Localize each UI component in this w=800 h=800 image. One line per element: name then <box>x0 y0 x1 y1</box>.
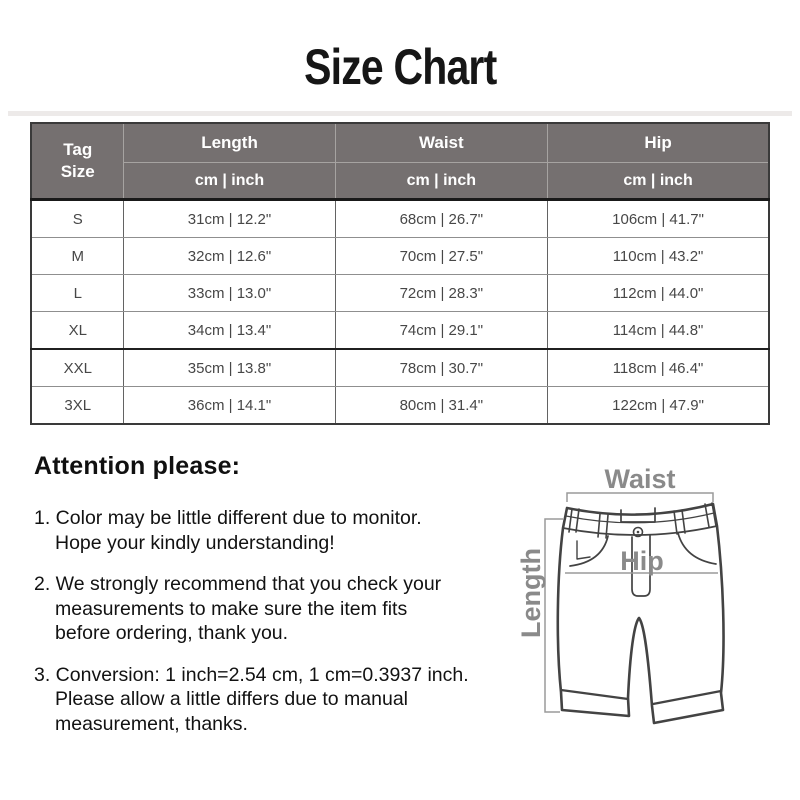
note-line: Hope your kindly understanding! <box>55 531 335 554</box>
units-waist: cm | inch <box>335 163 548 200</box>
header-row <box>31 123 769 163</box>
cell-waist: 68cm | 26.7" <box>335 200 548 238</box>
cell-tag: S <box>31 200 124 238</box>
table-row-l <box>31 275 769 312</box>
attention-heading: Attention please: <box>34 452 241 480</box>
cell-length: 35cm | 13.8" <box>124 349 335 387</box>
attention-notes <box>34 506 494 753</box>
table-row-xl <box>31 312 769 350</box>
divider <box>8 111 792 116</box>
cell-length: 33cm | 13.0" <box>124 275 335 312</box>
table-row-s <box>31 200 769 238</box>
cell-hip: 106cm | 41.7" <box>548 200 769 238</box>
page-title-wrap <box>0 39 800 95</box>
attention-note-1 <box>34 506 494 555</box>
waist-dimension-line <box>567 493 713 502</box>
cell-hip: 122cm | 47.9" <box>548 387 769 425</box>
tag-header-line2: Size <box>60 162 95 181</box>
note-line: measurement, thanks. <box>55 712 248 735</box>
cell-tag: XXL <box>31 349 124 387</box>
cell-hip: 114cm | 44.8" <box>548 312 769 350</box>
note-line: measurements to make sure the item fits <box>55 597 408 620</box>
length-label: Length <box>516 548 546 638</box>
units-hip: cm | inch <box>548 163 769 200</box>
column-header-waist: Waist <box>335 123 548 163</box>
cell-waist: 72cm | 28.3" <box>335 275 548 312</box>
hip-label: Hip <box>620 546 664 576</box>
cell-tag: XL <box>31 312 124 350</box>
cell-length: 32cm | 12.6" <box>124 238 335 275</box>
button-dot <box>637 531 640 534</box>
cell-hip: 110cm | 43.2" <box>548 238 769 275</box>
cell-length: 31cm | 12.2" <box>124 200 335 238</box>
note-line: before ordering, thank you. <box>55 622 289 644</box>
page-title: Size Chart <box>303 39 497 95</box>
waist-label: Waist <box>604 464 676 494</box>
cell-length: 34cm | 13.4" <box>124 312 335 350</box>
cell-hip: 112cm | 44.0" <box>548 275 769 312</box>
attention-note-2 <box>34 572 494 646</box>
column-header-length: Length <box>124 123 335 163</box>
cell-tag: M <box>31 238 124 275</box>
note-line: 2. We strongly recommend that you check your <box>34 573 442 595</box>
table-row-xxl <box>31 349 769 387</box>
cell-waist: 70cm | 27.5" <box>335 238 548 275</box>
shorts-outline <box>558 504 724 723</box>
shorts-diagram <box>480 440 800 790</box>
cell-waist: 80cm | 31.4" <box>335 387 548 425</box>
table-row-m <box>31 238 769 275</box>
note-line: 1. Color may be little different due to monitor. <box>34 507 422 529</box>
table-row-3xl <box>31 387 769 425</box>
size-table <box>30 122 770 425</box>
units-row <box>31 163 769 200</box>
units-length: cm | inch <box>124 163 335 200</box>
note-line: Please allow a little differs due to manual <box>55 688 409 710</box>
tag-header-line1: Tag <box>63 140 93 159</box>
cell-waist: 78cm | 30.7" <box>335 349 548 387</box>
cell-length: 36cm | 14.1" <box>124 387 335 425</box>
column-header-hip: Hip <box>548 123 769 163</box>
column-header-tag-size <box>31 123 124 200</box>
cell-tag: 3XL <box>31 387 124 425</box>
attention-note-3 <box>34 663 494 737</box>
cell-tag: L <box>31 275 124 312</box>
cell-hip: 118cm | 46.4" <box>548 349 769 387</box>
note-line: 3. Conversion: 1 inch=2.54 cm, 1 cm=0.3937 inch. <box>34 663 469 686</box>
cell-waist: 74cm | 29.1" <box>335 312 548 350</box>
